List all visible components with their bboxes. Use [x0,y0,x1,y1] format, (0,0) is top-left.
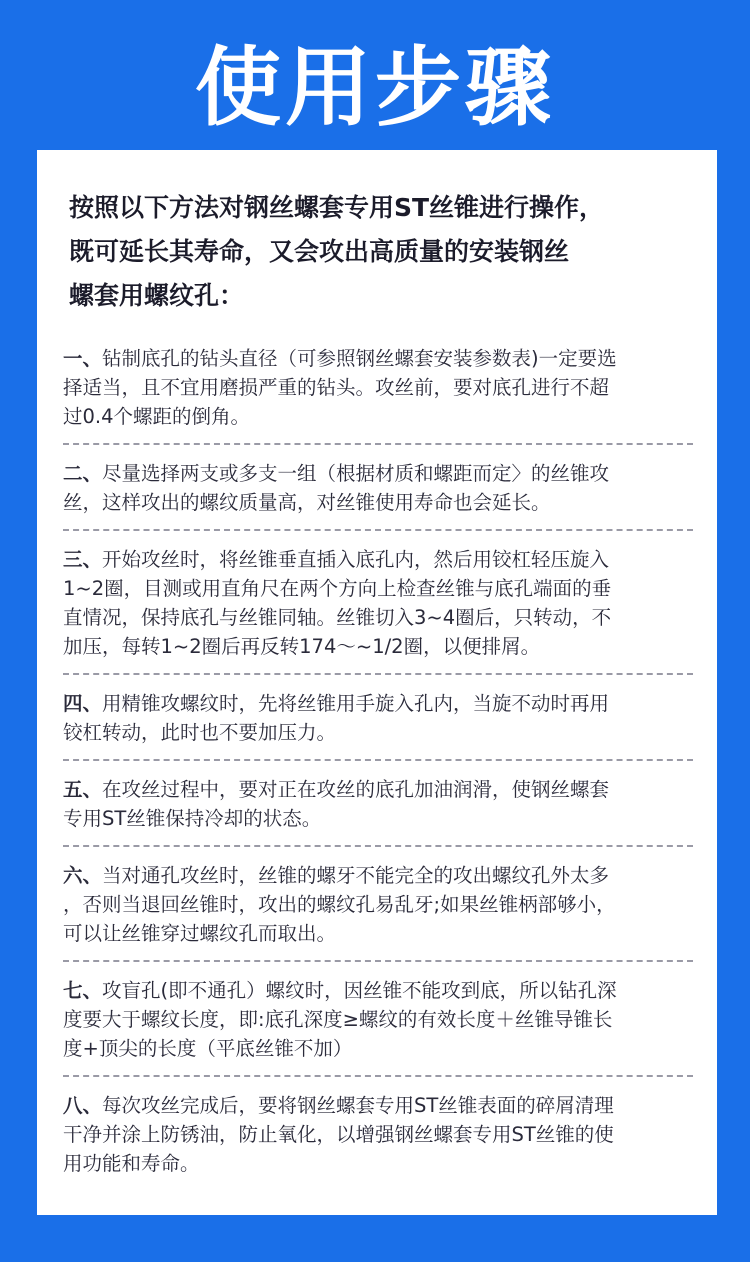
step-number: 二、 [63,462,103,485]
step-2 [63,459,693,517]
step-text-line: 干净并涂上防锈油，防止氧化，以增强钢丝螺套专用ST丝锥的使 [63,1123,614,1146]
dashed-divider [63,759,693,761]
step-text-line: 当对通孔攻丝时，丝锥的螺牙不能完全的攻出螺纹孔外太多 [102,864,610,887]
step-number: 四、 [63,692,103,715]
step-text-line: 度+顶尖的长度（平底丝锥不加） [63,1037,353,1060]
step-number: 六、 [63,864,103,887]
step-text-line: 钻制底孔的钻头直径（可参照钢丝螺套安装参数表)一定要选 [102,347,617,370]
instructions-card [37,150,717,1215]
dashed-divider [63,673,693,675]
step-number: 五、 [63,778,103,801]
dashed-divider [63,529,693,531]
dashed-divider [63,845,693,847]
step-text-line: 在攻丝过程中，要对正在攻丝的底孔加油润滑，使钢丝螺套 [102,778,610,801]
step-text-line: 直情况，保持底孔与丝锥同轴。丝锥切入3~4圈后，只转动，不 [63,606,612,629]
step-number: 八、 [63,1094,103,1117]
step-text-line: 攻盲孔(即不通孔）螺纹时，因丝锥不能攻到底，所以钻孔深 [102,979,617,1002]
step-4 [63,689,693,747]
step-8 [63,1091,693,1178]
step-text-line: 用功能和寿命。 [63,1152,200,1175]
intro-line: 螺套用螺纹孔： [69,281,245,310]
step-6 [63,861,693,948]
intro-text [69,186,693,318]
step-text-line: 尽量选择两支或多支一组（根据材质和螺距而定〉的丝锥攻 [102,462,610,485]
step-text-line: 专用ST丝锥保持冷却的状态。 [63,807,322,830]
step-text-line: ，否则当退回丝锥时，攻出的螺纹孔易乱牙;如果丝锥柄部够小， [63,893,616,916]
step-text-line: 开始攻丝时，将丝锥垂直插入底孔内，然后用铰杠轻压旋入 [102,548,610,571]
dashed-divider [63,1075,693,1077]
step-text-line: 度要大于螺纹长度，即:底孔深度≥螺纹的有效长度＋丝锥导锥长 [63,1008,613,1031]
intro-line: 既可延长其寿命，又会攻出高质量的安装钢丝 [69,237,570,266]
step-number: 一、 [63,347,103,370]
dashed-divider [63,960,693,962]
step-text-line: 可以让丝锥穿过螺纹孔而取出。 [63,922,337,945]
step-text-line: 加压，每转1~2圈后再反转174～~1/2圈，以便排屑。 [63,635,541,658]
step-text-line: 择适当，且不宜用磨损严重的钻头。攻丝前，要对底孔进行不超 [63,376,610,399]
step-text-line: 过0.4个螺距的倒角。 [63,405,251,428]
step-number: 七、 [63,979,103,1002]
step-5 [63,775,693,833]
step-text-line: 丝，这样攻出的螺纹质量高，对丝锥使用寿命也会延长。 [63,491,551,514]
step-1 [63,344,693,431]
intro-line: 按照以下方法对钢丝螺套专用ST丝锥进行操作， [69,193,605,222]
step-3 [63,545,693,661]
step-text-line: 用精锥攻螺纹时，先将丝锥用手旋入孔内，当旋不动时再用 [102,692,610,715]
page-title: 使用步骤 [195,38,555,138]
steps-list [63,344,693,1178]
step-text-line: 每次攻丝完成后，要将钢丝螺套专用ST丝锥表面的碎屑清理 [102,1094,614,1117]
step-text-line: 1~2圈，目测或用直角尺在两个方向上检查丝锥与底孔端面的垂 [63,577,612,600]
dashed-divider [63,443,693,445]
step-number: 三、 [63,548,103,571]
step-text-line: 铰杠转动，此时也不要加压力。 [63,721,337,744]
step-7 [63,976,693,1063]
